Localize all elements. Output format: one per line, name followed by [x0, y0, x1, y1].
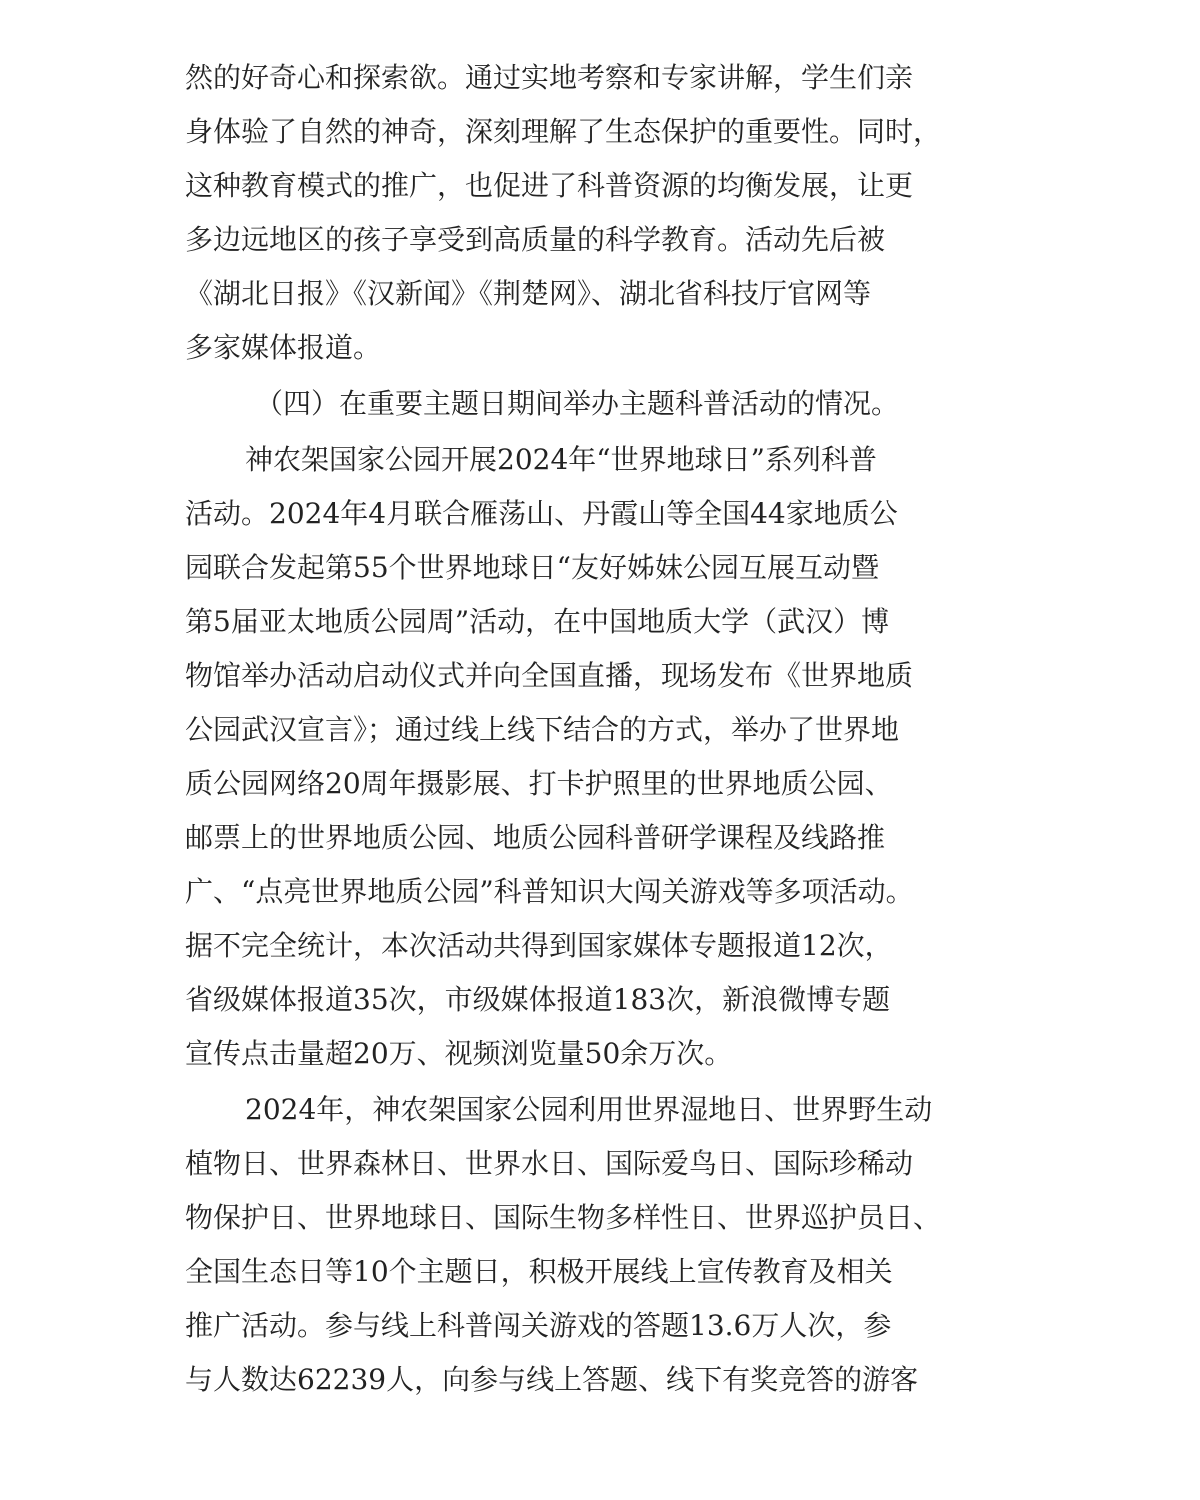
- paragraph-line-10: 园联合发起第55个世界地球日“友好姊妹公园互展互动暨: [185, 551, 879, 584]
- paragraph-line-15: 邮票上的世界地质公园、地质公园科普研学课程及线路推: [185, 821, 886, 854]
- section-heading: （四）在重要主题日期间举办主题科普活动的情况。: [255, 387, 900, 420]
- paragraph-line-4: 多边远地区的孩子享受到高质量的科学教育。活动先后被: [185, 223, 886, 256]
- paragraph-line-21: 植物日、世界森林日、世界水日、国际爱鸟日、国际珍稀动: [185, 1147, 914, 1180]
- paragraph-line-24: 推广活动。参与线上科普闯关游戏的答题13.6万人次，参: [185, 1309, 892, 1342]
- paragraph-line-8: 神农架国家公园开展2024年“世界地球日”系列科普: [245, 443, 877, 476]
- paragraph-line-2: 身体验了自然的神奇，深刻理解了生态保护的重要性。同时，: [185, 115, 942, 148]
- paragraph-line-25: 与人数达62239人，向参与线上答题、线下有奖竞答的游客: [185, 1363, 919, 1396]
- paragraph-line-6: 多家媒体报道。: [185, 331, 382, 364]
- paragraph-line-18: 省级媒体报道35次，市级媒体报道183次，新浪微博专题: [185, 983, 891, 1016]
- paragraph-line-13: 公园武汉宣言》；通过线上线下结合的方式，举办了世界地: [185, 713, 900, 746]
- paragraph-line-12: 物馆举办活动启动仪式并向全国直播，现场发布《世界地质: [185, 659, 914, 692]
- paragraph-line-19: 宣传点击量超20万、视频浏览量50余万次。: [185, 1037, 733, 1070]
- paragraph-line-17: 据不完全统计，本次活动共得到国家媒体专题报道12次，: [185, 929, 893, 962]
- paragraph-line-11: 第5届亚太地质公园周”活动，在中国地质大学（武汉）博: [185, 605, 890, 638]
- paragraph-line-14: 质公园网络20周年摄影展、打卡护照里的世界地质公园、: [185, 767, 893, 800]
- paragraph-line-5: 《湖北日报》《汉新闻》《荆楚网》、湖北省科技厅官网等: [185, 277, 872, 310]
- paragraph-line-23: 全国生态日等10个主题日，积极开展线上宣传教育及相关: [185, 1255, 893, 1288]
- paragraph-line-22: 物保护日、世界地球日、国际生物多样性日、世界巡护员日、: [185, 1201, 942, 1234]
- paragraph-line-9: 活动。2024年4月联合雁荡山、丹霞山等全国44家地质公: [185, 497, 898, 530]
- paragraph-line-3: 这种教育模式的推广，也促进了科普资源的均衡发展，让更: [185, 169, 914, 202]
- paragraph-line-20: 2024年，神农架国家公园利用世界湿地日、世界野生动: [245, 1093, 933, 1126]
- paragraph-line-1: 然的好奇心和探索欲。通过实地考察和专家讲解，学生们亲: [185, 61, 914, 94]
- paragraph-line-16: 广、“点亮世界地质公园”科普知识大闯关游戏等多项活动。: [185, 875, 914, 908]
